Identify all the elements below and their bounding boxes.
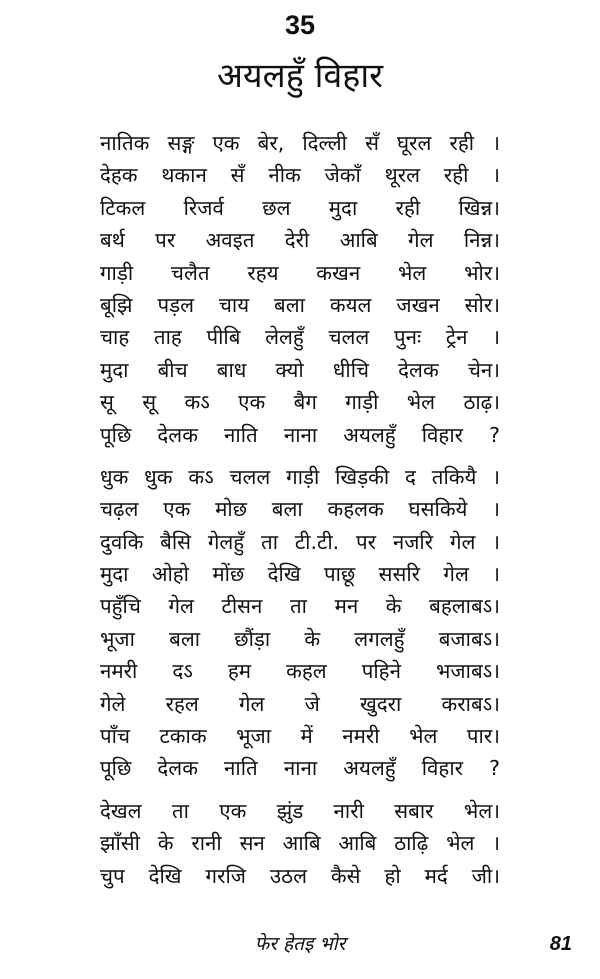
poem-line: चढ़ल एक मोछ बला कहलक घसकिये ।: [100, 497, 500, 522]
poem-line: बर्थ पर अवइत देरी आबि गेल निन्न।: [100, 228, 500, 253]
poem-line: धुक धुक कऽ चलल गाड़ी खिड़की द तकियै ।: [100, 464, 500, 489]
poem-line: मुदा ओहो मोंछ देखि पाछू ससरि गेल ।: [100, 562, 500, 587]
poem-line: भूजा बला छौंड़ा के लगलहुँ बजाबऽ।: [100, 626, 500, 651]
page-number: 81: [549, 933, 572, 955]
poem-line: पूछि देलक नाति नाना अयलहुँ विहार ?: [100, 422, 500, 447]
poem-line: गाड़ी चलैत रहय कखन भेल भोर।: [100, 260, 500, 285]
poem-line: टिकल रिजर्व छल मुदा रही खिन्न।: [100, 195, 500, 220]
poem-line: पाँच टकाक भूजा में नमरी भेल पार।: [100, 724, 500, 749]
book-title: फेर हेतइ भोर: [254, 933, 346, 955]
poem-line: नमरी दऽ हम कहल पहिने भजाबऽ।: [100, 659, 500, 684]
poem-line: नातिक सङ्ग एक बेर, दिल्ली सँ घूरल रही ।: [100, 131, 500, 155]
poem-line: चुप देखि गरजि उठल कैसे हो मर्द जी।: [100, 863, 500, 888]
poem-line: चाह ताह पीबि लेलहुँ चलल पुनः ट्रेन ।: [100, 325, 500, 350]
poem-line: सू सू कऽ एक बैग गाड़ी भेल ठाढ़।: [100, 390, 500, 415]
poem-body: [100, 127, 500, 892]
poem-line: गेले रहल गेल जे खुदरा कराबऽ।: [100, 691, 500, 716]
poem-line: पहुँचि गेल टीसन ता मन के बहलाबऽ।: [100, 594, 500, 619]
stanza-3: [100, 795, 500, 892]
poem-number: 35: [284, 10, 316, 40]
poem-line: मुदा बीच बाध क्यो धीचि देलक चेन।: [100, 357, 500, 382]
poem-line: बूझि पड़ल चाय बला कयल जखन सोर।: [100, 292, 500, 317]
poem-title: अयलहुँ विहार: [216, 56, 384, 96]
poem-line: झाँसी के रानी सन आबि आबि ठाढ़ि भेल ।: [100, 831, 500, 856]
poem-line: दुवकि बैसि गेलहुँ ता टी.टी. पर नजरि गेल ।: [100, 529, 500, 554]
poem-line: देखल ता एक झुंड नारी सबार भेल।: [100, 798, 500, 823]
stanza-1: [100, 127, 500, 451]
stanza-2: [100, 461, 500, 785]
poem-line: पूछि देलक नाति नाना अयलहुँ विहार ?: [100, 756, 500, 781]
poem-line: देहक थकान सँ नीक जेकाँ थूरल रही ।: [100, 163, 500, 188]
